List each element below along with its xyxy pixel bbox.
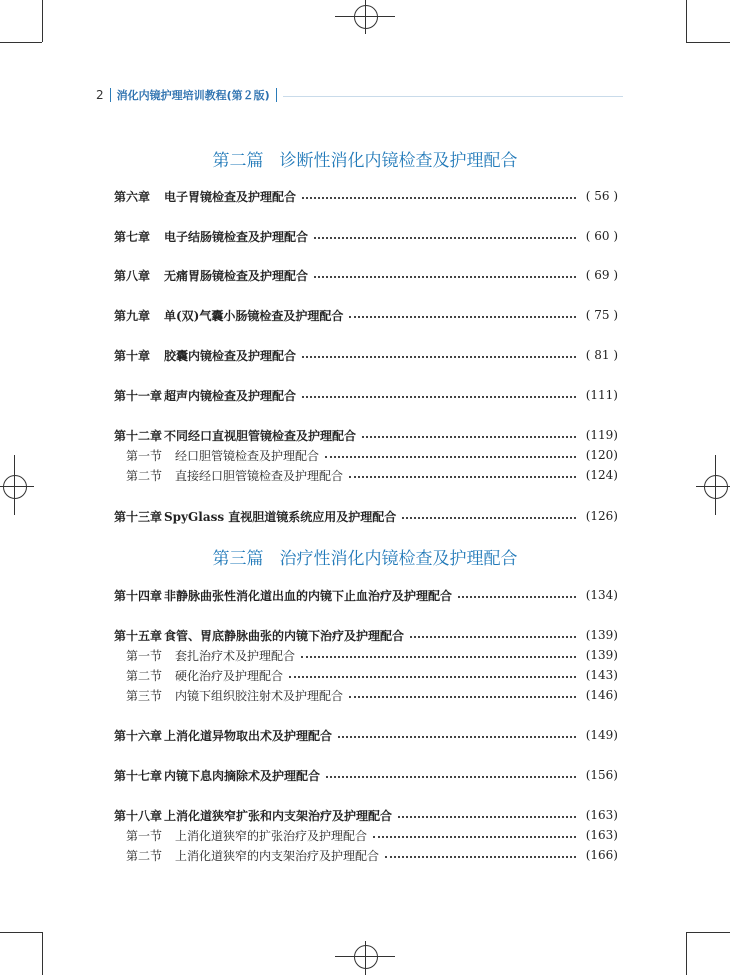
- crop-mark: [42, 932, 43, 975]
- toc-chapter[interactable]: [114, 346, 618, 364]
- toc-chapter[interactable]: [114, 187, 618, 205]
- registration-target-icon: [3, 475, 27, 499]
- toc-chapter[interactable]: [114, 426, 618, 444]
- dot-leader: [314, 276, 576, 278]
- dot-leader: [349, 696, 576, 698]
- toc-chapter[interactable]: [114, 726, 618, 744]
- part-label: 第二篇: [212, 151, 264, 171]
- chapter-title: 食管、胃底静脉曲张的内镜下治疗及护理配合: [164, 628, 405, 643]
- dot-leader: [385, 856, 576, 858]
- chapter-number: 第九章: [114, 308, 151, 323]
- running-header: [96, 86, 283, 104]
- section-number: 第一节: [126, 648, 163, 663]
- chapter-title: 无痛胃肠镜检查及护理配合: [164, 268, 309, 283]
- registration-target-icon: [354, 5, 378, 29]
- chapter-number: 第六章: [114, 189, 151, 204]
- dot-leader: [398, 816, 576, 818]
- toc-section[interactable]: [126, 666, 618, 684]
- page-ref: ( 81 ): [585, 348, 618, 362]
- page-ref: (139): [585, 648, 618, 662]
- header-divider: [276, 88, 277, 102]
- dot-leader: [326, 776, 576, 778]
- dot-leader: [402, 517, 576, 519]
- page-ref: (143): [585, 668, 618, 682]
- dot-leader: [458, 596, 576, 598]
- page-ref: (119): [585, 428, 618, 442]
- page-ref: (134): [585, 588, 618, 602]
- page-ref: ( 60 ): [585, 229, 618, 243]
- toc-section[interactable]: [126, 686, 618, 704]
- chapter-number: 第十八章: [114, 808, 163, 823]
- chapter-number: 第十二章: [114, 428, 163, 443]
- section-title: 上消化道狭窄的内支架治疗及护理配合: [175, 848, 380, 863]
- toc-chapter[interactable]: [114, 507, 618, 525]
- page-ref: ( 69 ): [585, 268, 618, 282]
- page-ref: ( 75 ): [585, 308, 618, 322]
- section-title: 内镜下组织胶注射术及护理配合: [175, 688, 344, 703]
- chapter-number: 第七章: [114, 229, 151, 244]
- chapter-title: 电子结肠镜检查及护理配合: [164, 229, 309, 244]
- toc-section[interactable]: [126, 466, 618, 484]
- chapter-title: 不同经口直视胆管镜检查及护理配合: [164, 428, 357, 443]
- section-number: 第一节: [126, 828, 163, 843]
- toc-section[interactable]: [126, 646, 618, 664]
- toc-section[interactable]: [126, 446, 618, 464]
- page-ref: (166): [585, 848, 618, 862]
- crop-mark: [686, 932, 730, 933]
- chapter-number: 第十三章: [114, 509, 163, 524]
- chapter-title: 上消化道异物取出术及护理配合: [164, 728, 333, 743]
- book-title: 消化内镜护理培训教程(第２版): [116, 89, 270, 102]
- crop-mark: [0, 932, 42, 933]
- toc-chapter[interactable]: [114, 386, 618, 404]
- crop-mark: [686, 42, 730, 43]
- dot-leader: [302, 197, 576, 199]
- page-ref: (163): [585, 828, 618, 842]
- crop-mark: [686, 0, 687, 42]
- chapter-title: 上消化道狭窄扩张和内支架治疗及护理配合: [164, 808, 393, 823]
- toc-chapter[interactable]: [114, 626, 618, 644]
- header-divider: [110, 88, 111, 102]
- page-ref: (120): [585, 448, 618, 462]
- registration-target-icon: [704, 475, 728, 499]
- chapter-number: 第十四章: [114, 588, 163, 603]
- registration-target-icon: [354, 945, 378, 969]
- toc-section[interactable]: [126, 826, 618, 844]
- dot-leader: [325, 456, 576, 458]
- section-number: 第二节: [126, 468, 163, 483]
- chapter-number: 第十七章: [114, 768, 163, 783]
- chapter-title: SpyGlass 直视胆道镜系统应用及护理配合: [164, 509, 397, 524]
- part-heading: [0, 544, 730, 569]
- dot-leader: [301, 656, 576, 658]
- crop-mark: [0, 42, 42, 43]
- toc-chapter[interactable]: [114, 806, 618, 824]
- chapter-title: 超声内镜检查及护理配合: [164, 388, 297, 403]
- toc-chapter[interactable]: [114, 266, 618, 284]
- toc-section[interactable]: [126, 846, 618, 864]
- section-number: 第二节: [126, 848, 163, 863]
- part-label: 第三篇: [212, 549, 264, 569]
- chapter-title: 胶囊内镜检查及护理配合: [164, 348, 297, 363]
- toc-chapter[interactable]: [114, 227, 618, 245]
- header-rule: [283, 96, 623, 97]
- section-title: 直接经口胆管镜检查及护理配合: [175, 468, 344, 483]
- dot-leader: [349, 316, 576, 318]
- part-title: 治疗性消化内镜检查及护理配合: [279, 549, 518, 569]
- page-ref: (124): [585, 468, 618, 482]
- chapter-number: 第十一章: [114, 388, 163, 403]
- dot-leader: [314, 237, 576, 239]
- page-ref: (139): [585, 628, 618, 642]
- dot-leader: [289, 676, 576, 678]
- part-title: 诊断性消化内镜检查及护理配合: [279, 151, 518, 171]
- dot-leader: [362, 436, 576, 438]
- dot-leader: [373, 836, 576, 838]
- chapter-number: 第十六章: [114, 728, 163, 743]
- toc-chapter[interactable]: [114, 586, 618, 604]
- page-ref: (156): [585, 768, 618, 782]
- part-heading: [0, 146, 730, 171]
- page-ref: ( 56 ): [585, 189, 618, 203]
- dot-leader: [349, 476, 576, 478]
- toc-chapter[interactable]: [114, 766, 618, 784]
- section-title: 硬化治疗及护理配合: [175, 668, 284, 683]
- section-number: 第二节: [126, 668, 163, 683]
- page-ref: (111): [585, 388, 618, 402]
- dot-leader: [302, 356, 576, 358]
- page-number: 2: [96, 88, 104, 102]
- dot-leader: [338, 736, 576, 738]
- crop-mark: [42, 0, 43, 42]
- page-ref: (126): [585, 509, 618, 523]
- section-number: 第一节: [126, 448, 163, 463]
- page-ref: (163): [585, 808, 618, 822]
- chapter-title: 单(双)气囊小肠镜检查及护理配合: [164, 308, 344, 323]
- chapter-number: 第十五章: [114, 628, 163, 643]
- page-ref: (146): [585, 688, 618, 702]
- section-number: 第三节: [126, 688, 163, 703]
- section-title: 经口胆管镜检查及护理配合: [175, 448, 320, 463]
- section-title: 上消化道狭窄的扩张治疗及护理配合: [175, 828, 368, 843]
- chapter-number: 第十章: [114, 348, 151, 363]
- crop-mark: [686, 932, 687, 975]
- chapter-number: 第八章: [114, 268, 151, 283]
- dot-leader: [410, 636, 576, 638]
- section-title: 套扎治疗术及护理配合: [175, 648, 296, 663]
- page-ref: (149): [585, 728, 618, 742]
- chapter-title: 内镜下息肉摘除术及护理配合: [164, 768, 321, 783]
- dot-leader: [302, 396, 576, 398]
- chapter-title: 电子胃镜检查及护理配合: [164, 189, 297, 204]
- toc-chapter[interactable]: [114, 306, 618, 324]
- chapter-title: 非静脉曲张性消化道出血的内镜下止血治疗及护理配合: [164, 588, 453, 603]
